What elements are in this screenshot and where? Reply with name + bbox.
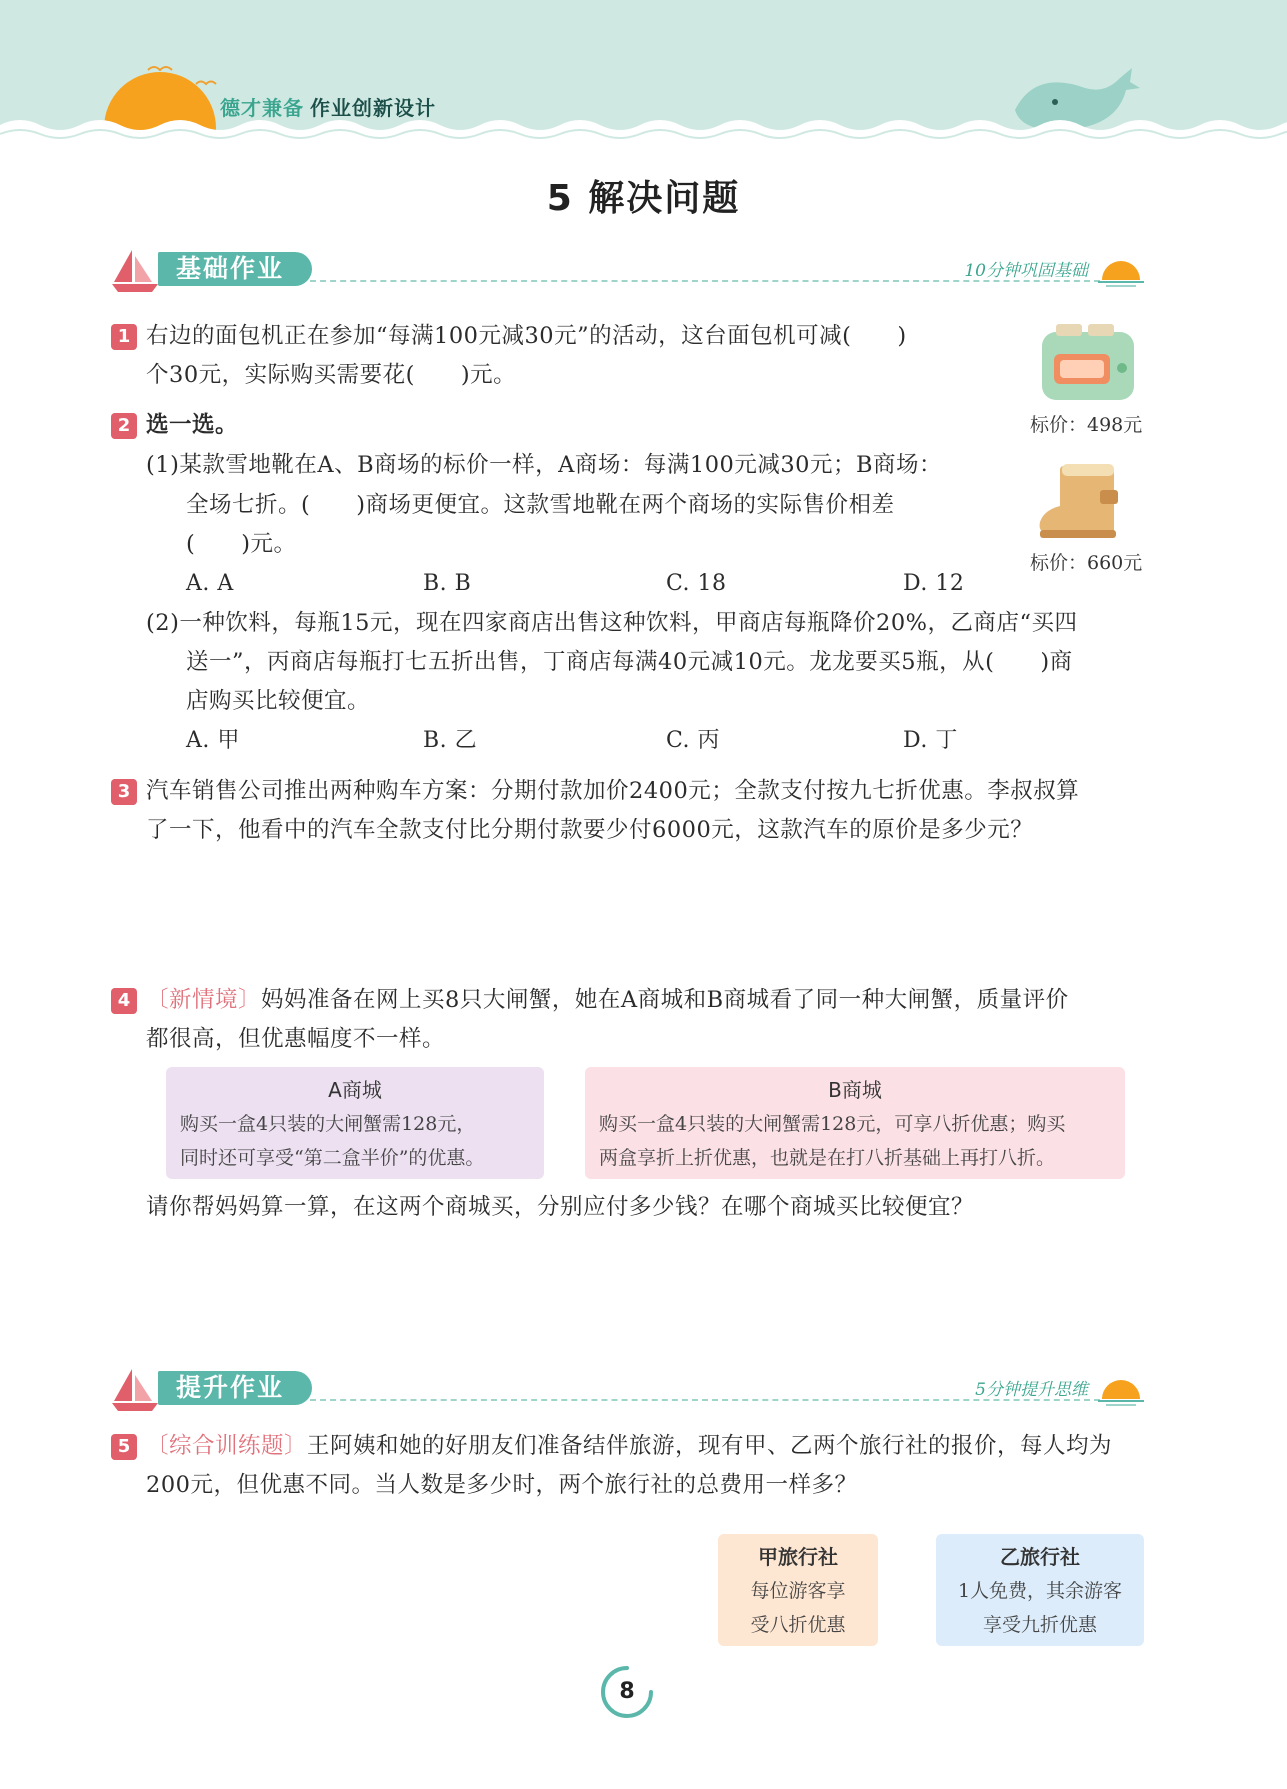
mall-a-line1: 购买一盒4只装的大闸蟹需128元，: [180, 1113, 476, 1135]
page-number: 8: [619, 1679, 635, 1704]
mall-a-title: A商城: [328, 1078, 382, 1102]
boot-icon: [1034, 460, 1134, 546]
section-label: 基础作业: [158, 252, 312, 286]
q1-line2: 个30元，实际购买需要花( )元。: [146, 362, 517, 388]
agency-jia-title: 甲旅行社: [758, 1545, 838, 1569]
page-title: 5 解决问题: [546, 178, 741, 219]
mall-b-line2: 两盒享折上折优惠，也就是在打八折基础上再打八折。: [599, 1147, 1056, 1169]
toaster-price: 标价：498元: [1030, 414, 1143, 436]
q2-title: 选一选。: [146, 412, 239, 438]
question-number: 5: [111, 1434, 137, 1460]
q2-p1-option: D. 12: [903, 571, 965, 596]
q5-line2: 200元，但优惠不同。当人数是多少时，两个旅行社的总费用一样多？: [146, 1472, 858, 1498]
section-label: 提升作业: [158, 1371, 312, 1405]
mall-a-line2: 同时还可享受“第二盒半价”的优惠。: [180, 1147, 485, 1169]
question-number: 1: [111, 324, 137, 350]
q2-p1-line2: 全场七折。( )商场更便宜。这款雪地靴在两个商场的实际售价相差: [186, 492, 895, 518]
q2-p2-option: D. 丁: [903, 728, 958, 753]
agency-yi-title: 乙旅行社: [1000, 1545, 1080, 1569]
boot-price: 标价：660元: [1030, 552, 1143, 574]
sunset-icon: [1096, 1373, 1146, 1407]
question-number: 4: [111, 988, 137, 1014]
q2-p2-line2: 送一”，丙商店每瓶打七五折出售，丁商店每满40元减10元。龙龙要买5瓶，从( )商: [186, 649, 1073, 675]
q4-question: 请你帮妈妈算一算，在这两个商城买，分别应付多少钱？在哪个商城买比较便宜？: [146, 1194, 975, 1220]
agency-jia-line2: 受八折优惠: [750, 1614, 846, 1636]
header-band: [0, 0, 1287, 150]
bird-icon: [196, 82, 216, 85]
agency-yi-box: [936, 1534, 1144, 1646]
q2-p2-option: B. 乙: [423, 728, 478, 753]
agency-jia-box: [718, 1534, 878, 1646]
q2-p2-option: A. 甲: [186, 728, 240, 753]
q2-p1-line3: ( )元。: [186, 531, 297, 557]
whale-icon: [1015, 68, 1140, 130]
q2-p1-option: C. 18: [666, 571, 727, 596]
sunset-icon: [1096, 254, 1146, 288]
header-decoration: [0, 0, 1287, 150]
q2-p1-line1: (1)某款雪地靴在A、B商场的标价一样，A商场：每满100元减30元；B商场：: [146, 452, 943, 478]
mall-b-title: B商城: [828, 1078, 882, 1102]
q1-line1: 右边的面包机正在参加“每满100元减30元”的活动，这台面包机可减( ): [146, 323, 907, 349]
q4-line2: 都很高，但优惠幅度不一样。: [146, 1026, 446, 1052]
section-header-basic: [110, 246, 1150, 296]
brand: [220, 92, 436, 121]
sailboat-icon: [110, 1365, 160, 1413]
section-note: 10分钟巩固基础: [964, 261, 1088, 281]
toaster-icon: [1036, 318, 1140, 408]
q5-tag: 〔综合训练题〕: [146, 1433, 308, 1459]
q2-p2-line3: 店购买比较便宜。: [186, 688, 371, 714]
mall-a-box: [166, 1067, 544, 1179]
q2-p1-option: B. B: [423, 571, 472, 596]
agency-jia-line1: 每位游客享: [750, 1580, 846, 1602]
sailboat-icon: [110, 246, 160, 294]
question-number: 2: [111, 413, 137, 439]
q5-line1-text: 王阿姨和她的好朋友们准备结伴旅游，现有甲、乙两个旅行社的报价，每人均为: [307, 1433, 1113, 1459]
q3-line2: 了一下，他看中的汽车全款支付比分期付款要少付6000元，这款汽车的原价是多少元？: [146, 817, 1034, 843]
section-note: 5分钟提升思维: [975, 1380, 1088, 1400]
q3-line1: 汽车销售公司推出两种购车方案：分期付款加价2400元；全款支付按九七折优惠。李叔叔算: [146, 778, 1080, 804]
section-header-advanced: [110, 1365, 1150, 1415]
q4-line1-text: 妈妈准备在网上买8只大闸蟹，她在A商城和B商城看了同一种大闸蟹，质量评价: [261, 987, 1069, 1013]
mall-b-line1: 购买一盒4只装的大闸蟹需128元，可享八折优惠；购买: [599, 1113, 1066, 1135]
question-number: 3: [111, 779, 137, 805]
wave-band: [0, 120, 1287, 150]
agency-yi-line1: 1人免费，其余游客: [957, 1580, 1123, 1602]
bird-icon: [148, 67, 172, 70]
q4-tag: 〔新情境〕: [146, 987, 262, 1013]
q4-line1: [146, 981, 1069, 1020]
q2-p2-line1: (2)一种饮料，每瓶15元，现在四家商店出售这种饮料，甲商店每瓶降价20%，乙商店“买四: [146, 610, 1078, 636]
brand-series: 德才兼备: [220, 96, 304, 120]
mall-b-box: [585, 1067, 1125, 1179]
brand-name: 作业创新设计: [310, 96, 436, 120]
q2-p2-option: C. 丙: [666, 728, 721, 753]
q2-p1-option: A. A: [186, 571, 234, 596]
q5-line1: [146, 1427, 1112, 1466]
agency-yi-line2: 享受九折优惠: [982, 1614, 1097, 1636]
